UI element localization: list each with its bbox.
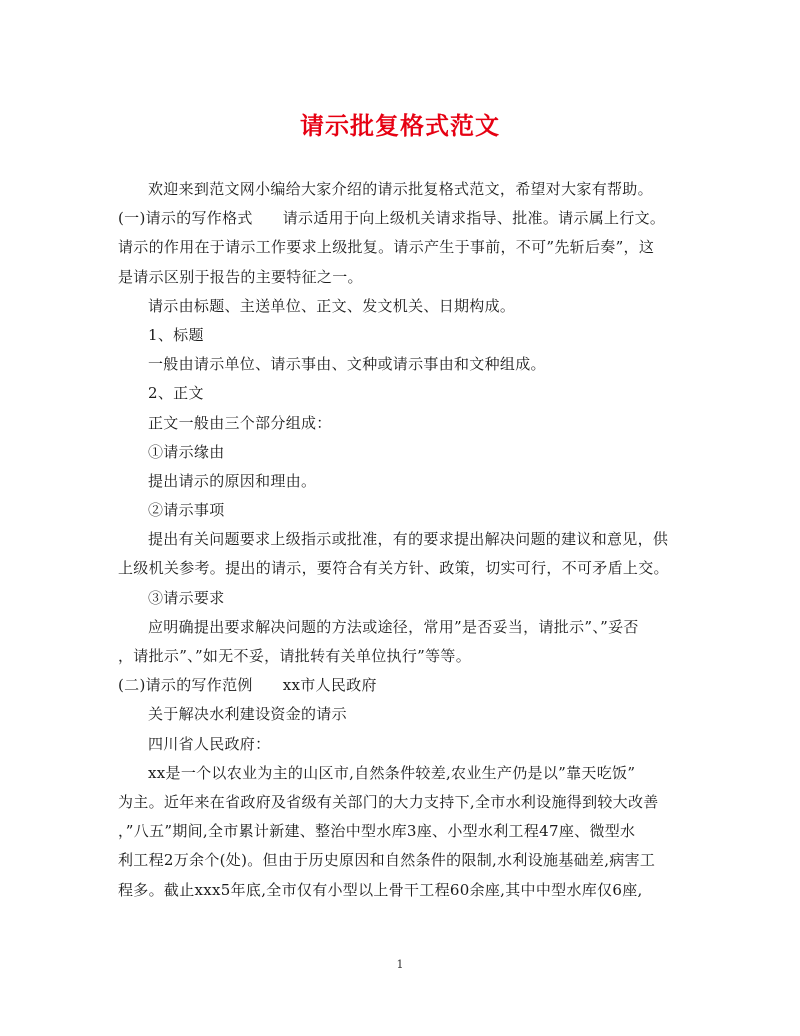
paragraph-text: 请示适用于向上级机关请求指导、批准。请示属上行文。 (282, 209, 666, 228)
paragraph-line: 为主。近年来在省政府及省级有关部门的大力支持下,全市水利设施得到较大改善 (118, 792, 659, 811)
subheading: 1、标题 (148, 325, 204, 344)
paragraph-text: xx市人民政府 (282, 676, 377, 695)
paragraph-line: 请示的作用在于请示工作要求上级批复。请示产生于事前，不可”先斩后奏”，这 (118, 238, 655, 257)
paragraph-line: 提出有关问题要求上级指示或批准，有的要求提出解决问题的建议和意见，供 (148, 530, 669, 549)
subheading: ③请示要求 (148, 588, 225, 607)
subheading: 2、正文 (148, 384, 204, 403)
paragraph-line (118, 204, 690, 233)
paragraph-line (118, 671, 690, 700)
section-heading: (二)请示的写作范例 (118, 676, 253, 695)
paragraph-line: 四川省人民政府： (148, 734, 271, 753)
paragraph-line: 一般由请示单位、请示事由、文种或请示事由和文种组成。 (148, 355, 546, 374)
paragraph-line: ，”八五”期间,全市累计新建、整治中型水库3座、小型水利工程47座、微型水 (118, 822, 636, 841)
paragraph-line: xx是一个以农业为主的山区市,自然条件较差,农业生产仍是以”靠天吃饭” (148, 763, 636, 782)
paragraph-line: ，请批示”、”如无不妥，请批转有关单位执行”等等。 (118, 647, 472, 665)
paragraph-line: 关于解决水利建设资金的请示 (148, 705, 347, 724)
paragraph-line: 请示由标题、主送单位、正文、发文机关、日期构成。 (148, 296, 516, 315)
paragraph-line: 利工程2万余个(处)。但由于历史原因和自然条件的限制,水利设施基础差,病害工 (118, 851, 656, 870)
paragraph-line: 是请示区别于报告的主要特征之一。 (118, 267, 363, 286)
paragraph-line: 正文一般由三个部分组成： (148, 413, 332, 432)
subheading: ①请示缘由 (148, 442, 225, 461)
document-title: 请示批复格式范文 (300, 112, 500, 140)
paragraph-line: 程多。截止xxx5年底,全市仅有小型以上骨干工程60余座,其中中型水库仅6座, (118, 880, 643, 899)
subheading: ②请示事项 (148, 501, 225, 520)
paragraph-line: 欢迎来到范文网小编给大家介绍的请示批复格式范文，希望对大家有帮助。 (148, 180, 653, 198)
paragraph-line: 上级机关参考。提出的请示，要符合有关方针、政策，切实可行，不可矛盾上交。 (118, 559, 669, 578)
section-heading: (一)请示的写作格式 (118, 209, 253, 228)
paragraph-line: 提出请示的原因和理由。 (148, 471, 317, 490)
page-number: 1 (396, 958, 404, 971)
paragraph-line: 应明确提出要求解决问题的方法或途径，常用”是否妥当，请批示”、”妥否 (148, 617, 639, 636)
document-body (118, 175, 690, 905)
